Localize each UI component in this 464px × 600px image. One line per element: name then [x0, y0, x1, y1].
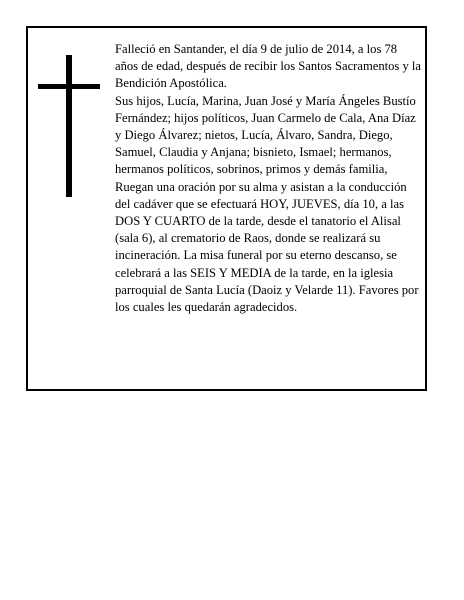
cross-icon	[38, 55, 100, 197]
cross-horizontal-bar	[38, 84, 100, 89]
family-paragraph: Sus hijos, Lucía, Marina, Juan José y María Ángeles Bustío Fernández; hijos políticos, Juan Carmelo de Cala, Ana Díaz y Diego Álvarez; nietos, Lucía, Álvaro, Sandra, Diego, Samuel, Claudia y Anjana; bisnieto, Ismael; hermanos, hermanos políticos, sobrinos, primos y demás familia,	[115, 93, 416, 177]
notice-body	[115, 41, 423, 316]
cross-vertical-bar	[66, 55, 72, 197]
obituary-notice	[26, 26, 427, 391]
death-announcement-paragraph: Falleció en Santander, el día 9 de julio de 2014, a los 78 años de edad, después de recibir los Santos Sacramentos y la Bendición Apostólica.	[115, 42, 422, 91]
funeral-details-paragraph: Ruegan una oración por su alma y asistan a la conducción del cadáver que se efectuará HOY, JUEVES, día 10, a las DOS Y CUARTO de la tarde, desde el tanatorio el Alisal (sala 6), al crematorio de Raos, donde se realizará su incineración. La misa funeral por su eterno descanso, se celebrará a las SEIS Y MEDIA de la tarde, en la iglesia parroquial de Santa Lucía (Daoiz y Velarde 11). Favores por los cuales les quedarán agradecidos.	[115, 179, 419, 315]
